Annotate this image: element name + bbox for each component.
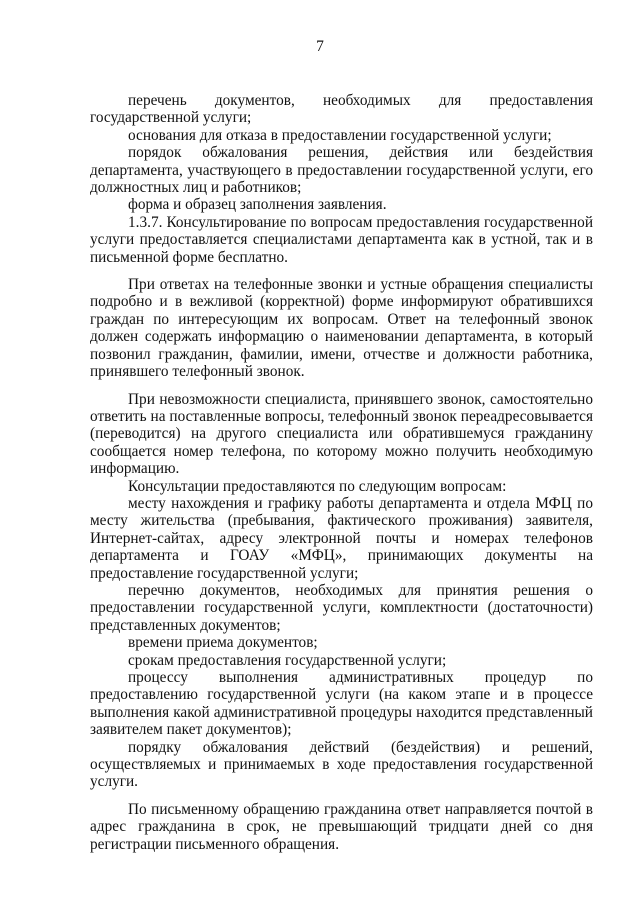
paragraph-procedure-process: процессу выполнения административных процедур по предоставлению государственной услуги (на каком этапе и в процессе выполнения какой административной процедуры находится представленный заявителем пакет документов);	[90, 669, 593, 739]
paragraph-phone-calls: При ответах на телефонные звонки и устные обращения специалисты подробно и в вежливой (корректной) форме информируют обратившихся граждан по интересующим их вопросам. Ответ на телефонный звонок должен содержать информацию о наименовании департамента, в который позвонил гражданин, фамилии, имени, отчестве и должности работника, принявшего телефонный звонок.	[90, 276, 593, 381]
paragraph-location-schedule: месту нахождения и графику работы департамента и отдела МФЦ по месту жительства (пребывания, фактического проживания) заявителя, Интернет-сайтах, адресу электронной почты и номерах телефонов департамента и ГОАУ «МФЦ», принимающих документы на предоставление государственной услуги;	[90, 494, 593, 582]
paragraph-reception-time: времени приема документов;	[128, 634, 318, 652]
page-number: 7	[316, 38, 324, 55]
paragraph-written-request: По письменному обращению гражданина ответ направляется почтой в адрес гражданина в срок, не превышающий тридцати дней со дня регистрации письменного обращения.	[90, 800, 593, 853]
paragraph-consultation-topics: Консультации предоставляются по следующим вопросам:	[128, 477, 507, 495]
paragraph-documents-needed: перечню документов, необходимых для принятия решения о предоставлении государственной услуги, комплектности (достаточности) представленных документов;	[90, 581, 593, 634]
paragraph-service-terms: срокам предоставления государственной услуги;	[128, 651, 447, 669]
paragraph-call-forwarding: При невозможности специалиста, принявшего звонок, самостоятельно ответить на поставленные вопросы, телефонный звонок переадресовывается (переводится) на другого специалиста или обратившемуся гражданину сообщается номер телефона, по которому можно получить необходимую информацию.	[90, 390, 593, 478]
paragraph-refusal-grounds: основания для отказа в предоставлении государственной услуги;	[128, 126, 552, 144]
paragraph-documents-list: перечень документов, необходимых для предоставления государственной услуги;	[90, 92, 593, 127]
paragraph-consulting-1-3-7: 1.3.7. Консультирование по вопросам предоставления государственной услуги предоставляется специалистами департамента как в устной, так и в письменной форме бесплатно.	[90, 213, 593, 266]
document-body	[90, 92, 593, 853]
paragraph-application-form: форма и образец заполнения заявления.	[128, 196, 387, 214]
paragraph-appeal-procedure: порядок обжалования решения, действия или бездействия департамента, участвующего в предоставлении государственной услуги, его должностных лиц и работников;	[90, 144, 593, 197]
paragraph-appeal-actions: порядку обжалования действий (бездействия) и решений, осуществляемых и принимаемых в ходе предоставления государственной услуги.	[90, 738, 593, 791]
